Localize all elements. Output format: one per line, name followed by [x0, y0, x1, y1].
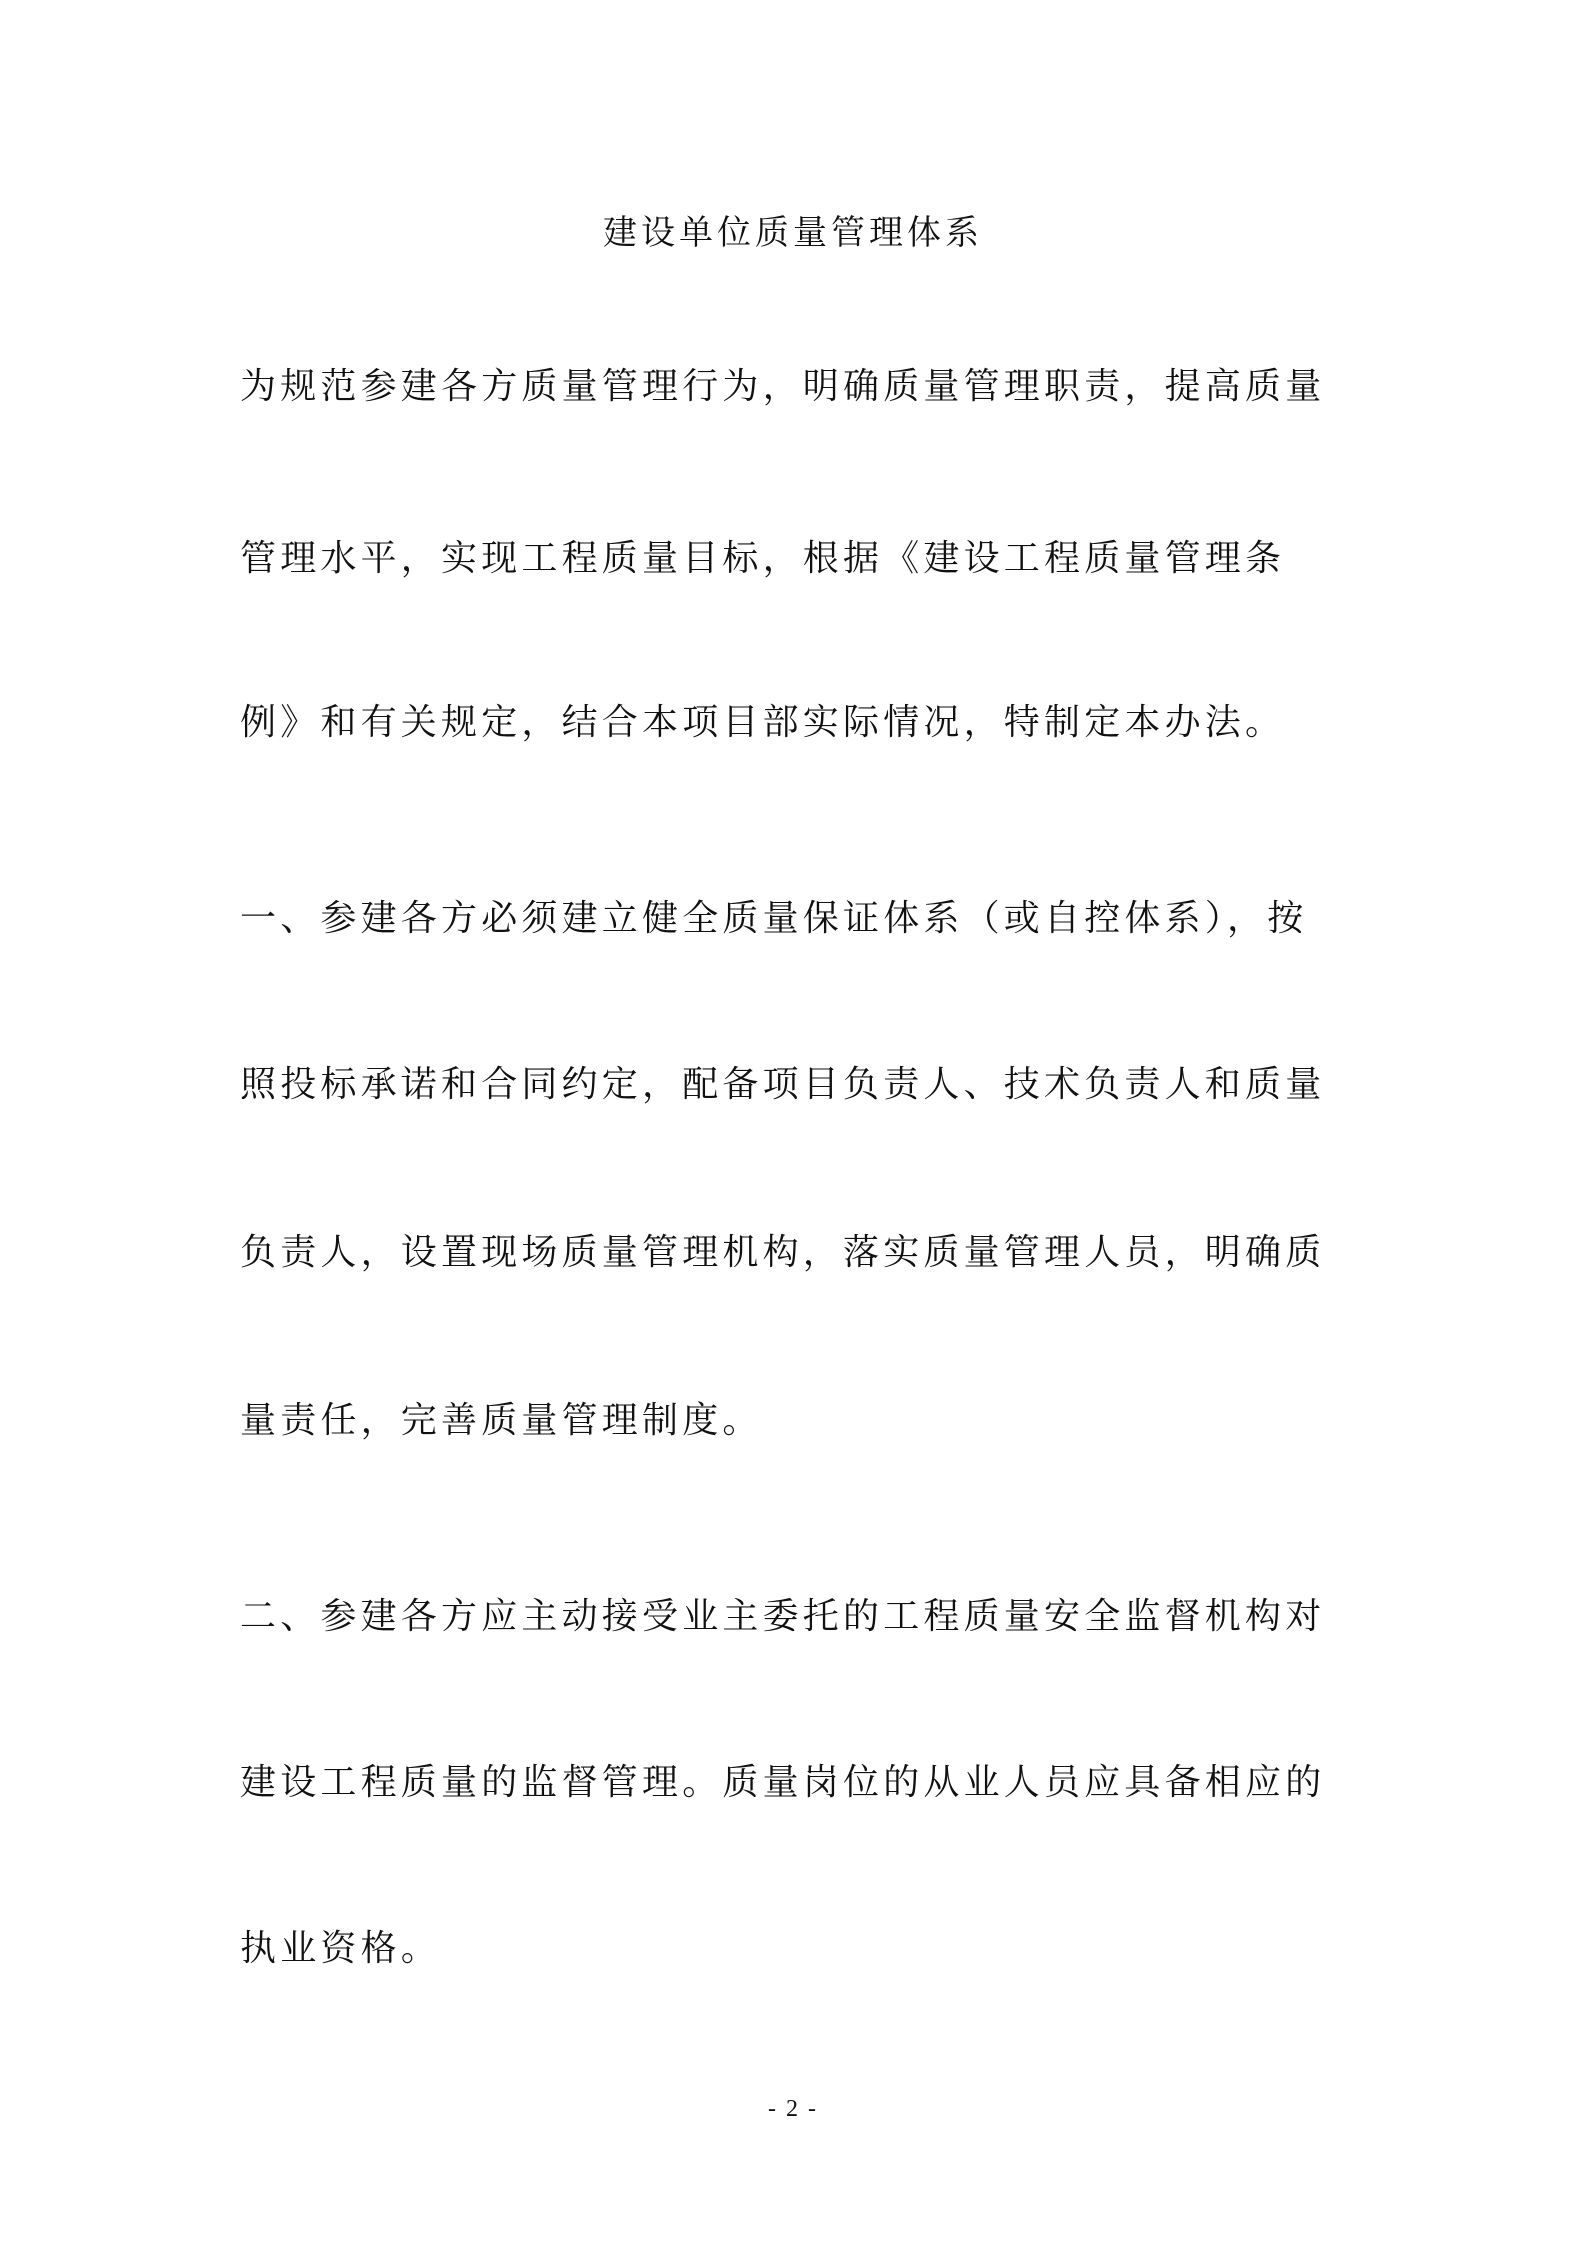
paragraph-line: 管理水平，实现工程质量目标，根据《建设工程质量管理条	[240, 538, 1286, 579]
paragraph-line: 为规范参建各方质量管理行为，明确质量管理职责，提高质量	[240, 366, 1326, 407]
paragraph-line: 例》和有关规定，结合本项目部实际情况，特制定本办法。	[240, 702, 1286, 743]
paragraph-line: 照投标承诺和合同约定，配备项目负责人、技术负责人和质量	[240, 1064, 1326, 1105]
paragraph-line: 建设工程质量的监督管理。质量岗位的从业人员应具备相应的	[240, 1762, 1326, 1803]
page-number: - 2 -	[768, 2096, 818, 2122]
paragraph-line: 负责人，设置现场质量管理机构，落实质量管理人员，明确质	[240, 1232, 1326, 1273]
document-title: 建设单位质量管理体系	[603, 213, 983, 253]
paragraph-line: 一、参建各方必须建立健全质量保证体系（或自控体系），按	[240, 898, 1308, 939]
paragraph-line: 二、参建各方应主动接受业主委托的工程质量安全监督机构对	[240, 1596, 1326, 1637]
paragraph-line: 量责任，完善质量管理制度。	[240, 1400, 763, 1441]
paragraph-line: 执业资格。	[240, 1928, 442, 1969]
